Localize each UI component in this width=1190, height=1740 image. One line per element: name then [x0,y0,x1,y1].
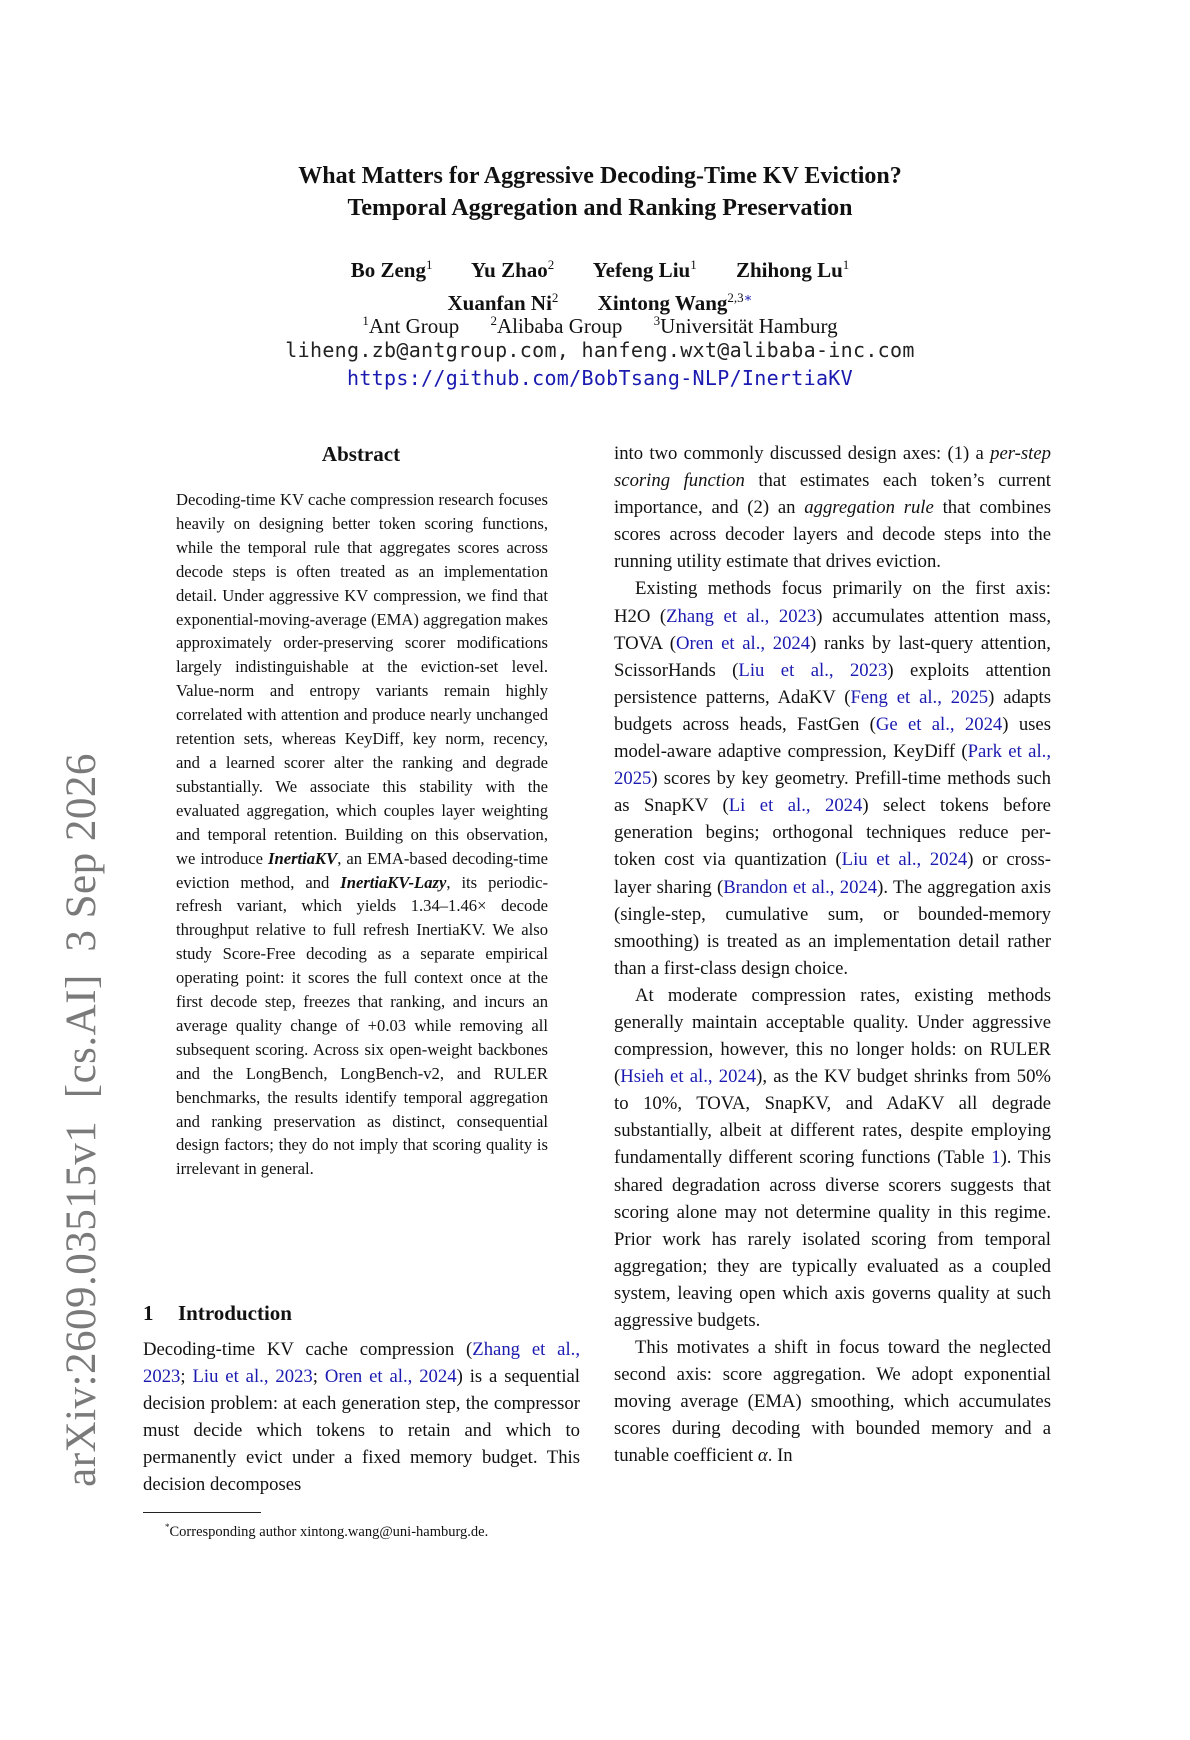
body-text: Decoding-time KV cache compression ( [143,1339,473,1360]
paper-title [140,160,1060,224]
citation-link[interactable]: Zhang et al., 2023 [143,1339,580,1388]
author-name: Xintong Wang [597,291,728,315]
author-affiliation-mark: 2 [551,290,559,305]
section-title: Introduction [178,1301,292,1325]
abstract-text: , an EMA-based decoding-time eviction method, and [176,848,549,892]
body-text: into two commonly discussed design axes: (1) a [614,443,991,464]
body-text: ) ranks by last-query attention, ScissorHands ( [614,632,1051,681]
body-text: ) is a sequential decision problem: at each generation step, the compressor must decide which tokens to retain and which to permanently evict under a fixed memory budget. This decision decomposes [143,1366,580,1496]
section-heading-introduction [143,1300,292,1326]
body-text: that combines scores across decoder layers and decode steps into the running utility estimate that drives eviction. [614,497,1051,573]
citation-link[interactable]: Liu et al., 2024 [841,849,968,871]
body-text: ) adapts budgets across heads, FastGen ( [614,686,1051,735]
citation-link[interactable]: Liu et al., 2023 [192,1366,313,1388]
citation-link[interactable]: Liu et al., 2023 [738,659,888,681]
right-column [614,440,1051,1470]
citation-link[interactable]: Oren et al., 2024 [676,632,811,654]
citation-link[interactable]: Hsieh et al., 2024 [620,1066,757,1088]
body-text: ). This shared degradation across diverse scorers suggests that scoring alone may not determine quality in this regime. Prior work has rarely isolated scoring from temporal aggregation; they are typically evaluated as a coupled system, leaving open which axis governs quality at such aggressive budgets. [614,1147,1051,1331]
affiliation-name: Universität Hamburg [660,314,838,338]
footnote [165,1518,488,1541]
body-text: ) or cross-layer sharing ( [614,849,1051,898]
body-text: ) uses model-aware adaptive compression, KeyDiff ( [614,713,1052,763]
table-reference-link[interactable]: 1 [991,1147,1001,1169]
abstract-text: , its periodic-refresh variant, which yields 1.34–1.46× decode throughput relative to full refresh InertiaKV. We also study Score-Free decoding as a separate empirical operating point: it scores the full context once at the first decode step, freezes that ranking, and incurs an average quality change of +0.03 while removing all subsequent scoring. Across six open-weight backbones and the LongBench, LongBench-v2, and RULER benchmarks, the results identify temporal aggregation and ranking preservation as distinct, consequential design factors; they do not imply that scoring quality is irrelevant in general. [176,872,548,1179]
footnote-text: Corresponding author xintong.wang@uni-hamburg.de. [169,1523,489,1540]
body-text: ; [180,1366,193,1388]
citation-link[interactable]: Ge et al., 2024 [875,713,1003,735]
affiliation-name: Alibaba Group [497,314,623,338]
method-name: InertiaKV-Lazy [340,872,447,892]
citation-link[interactable]: Feng et al., 2025 [850,686,989,708]
citation-link[interactable]: Li et al., 2024 [728,795,863,817]
section-number: 1 [143,1301,154,1325]
body-text: ), as the KV budget shrinks from 50% to 10%, TOVA, SnapKV, and AdaKV all degrade substantially, albeit at different rates, despite employing fundamentally different scoring functions (Table [614,1066,1051,1169]
author-name: Zhihong Lu [735,258,843,282]
method-name: InertiaKV [268,848,338,868]
code-repository-link[interactable]: https://github.com/BobTsang-NLP/InertiaKV [347,366,853,390]
right-paragraph-2 [614,575,1051,981]
body-text: At moderate compression rates, existing methods generally maintain acceptable quality. Under aggressive compression, however, this no longer holds: on RULER ( [614,984,1051,1088]
footnote-rule [143,1512,261,1513]
affiliation-name: Ant Group [368,314,460,338]
author-name: Yefeng Liu [592,258,691,282]
citation-link[interactable]: Park et al., 2025 [614,741,1051,790]
body-text: ; [312,1366,325,1388]
citation-link[interactable]: Brandon et al., 2024 [723,876,878,898]
body-text: ) accumulates attention mass, TOVA ( [614,605,1051,654]
citation-link[interactable]: Zhang et al., 2023 [666,605,817,627]
affiliation-mark: 3 [653,313,661,328]
body-text: that estimates each token’s current importance, and (2) an [614,470,1051,519]
corresponding-author-footnote-link[interactable]: ∗ [743,290,753,305]
author-affiliation-mark [727,290,752,305]
author-affiliation-mark: 1 [690,257,697,272]
author-emails: liheng.zb@antgroup.com, hanfeng.wxt@alibaba-inc.com [285,338,915,362]
arxiv-sidebar-identifier [38,500,124,1740]
author-affiliation-mark: 2 [547,257,555,272]
math-symbol-alpha: α [757,1445,768,1467]
abstract-body [176,488,548,1181]
right-paragraph-4 [614,1334,1051,1469]
author-name: Bo Zeng [350,258,426,282]
title-line-2: Temporal Aggregation and Ranking Preservation [347,195,853,221]
right-paragraph-1 [614,440,1051,575]
body-text: This motivates a shift in focus toward the neglected second axis: score aggregation. We adopt exponential moving average (EMA) smoothing, which accumulates scores during decoding with bounded memory and a tunable coefficient [614,1337,1051,1467]
author-name: Xuanfan Ni [447,291,552,315]
body-text: Existing methods focus primarily on the first axis: H2O ( [614,578,1051,627]
affiliation-mark: 1 [362,313,369,328]
author-affiliation-mark: 1 [842,257,850,272]
body-text: ). The aggregation axis (single-step, cumulative sum, or bounded-memory smoothing) is treated as an implementation detail rather than a first-class design choice. [614,876,1051,979]
arxiv-id-text: arXiv:2609.03515v1 [cs.AI] 3 Sep 2026 [57,753,105,1487]
emphasis-text: aggregation rule [804,497,934,519]
abstract-text: Decoding-time KV cache compression research focuses heavily on designing better token scoring functions, while the temporal rule that aggregates scores across decode steps is often treated as an implementation detail. Under aggressive KV compression, we find that exponential-moving-average (EMA) aggregation makes approximately order-preserving scorer modifications largely indistinguishable at the eviction-set level. Value-norm and entropy variants remain highly correlated with attention and produce nearly unchanged retention sets, whereas KeyDiff, key norm, recency, and a learned scorer alter the ranking and degrade substantially. We associate this stability with the evaluated aggregation, which couples layer weighting and temporal retention. Building on this observation, we introduce [176,490,548,868]
right-paragraph-3 [614,982,1051,1334]
author-row-1 [140,251,1060,284]
body-text: ) scores by key geometry. Prefill-time methods such as SnapKV ( [614,768,1051,817]
body-text: ) select tokens before generation begins; orthogonal techniques reduce per-token cost via quantization ( [614,795,1051,871]
body-text: ) exploits attention persistence patterns, AdaKV ( [614,659,1051,708]
citation-link[interactable]: Oren et al., 2024 [324,1366,457,1388]
footnote-mark: * [165,1522,170,1532]
title-line-1: What Matters for Aggressive Decoding-Time KV Eviction? [298,163,902,189]
introduction-paragraph [143,1336,580,1499]
abstract-heading: Abstract [321,442,401,466]
body-text: . In [767,1445,793,1467]
author-affiliation-mark: 1 [425,257,433,272]
affiliation-mark: 2 [490,313,498,328]
author-name: Yu Zhao [470,258,548,282]
emphasis-text: per-step scoring function [614,443,1051,492]
affiliation-numbers: 2,3 [727,290,744,305]
